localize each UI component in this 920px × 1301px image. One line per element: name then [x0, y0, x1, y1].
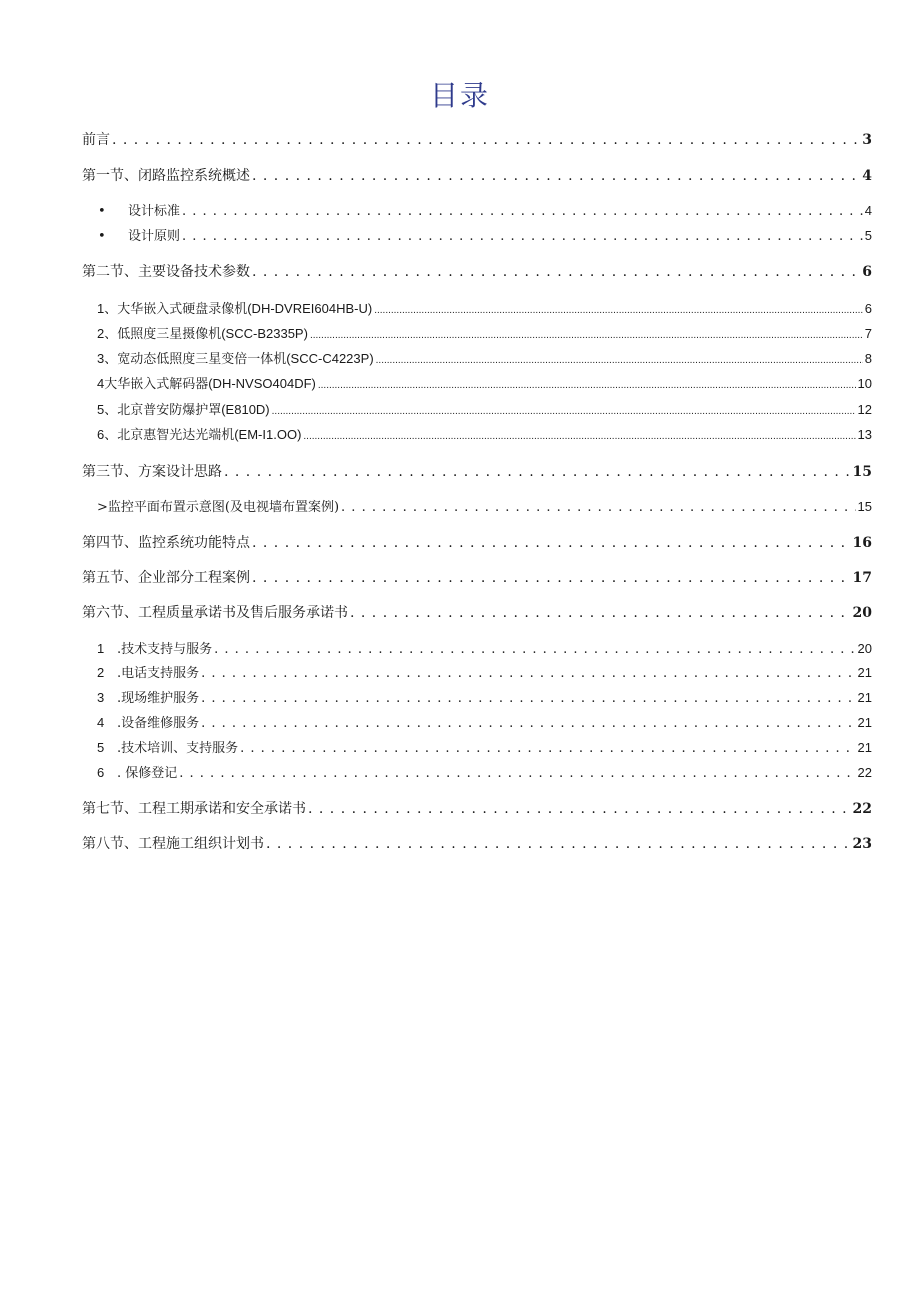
bullet-icon: • [98, 204, 106, 219]
toc-entry-label: 第一节、闭路监控系统概述 [82, 168, 250, 184]
toc-entry-page: 5 [864, 228, 872, 243]
bullet-icon: • [98, 229, 106, 244]
toc-entry-label: 第二节、主要设备技术参数 [82, 264, 250, 280]
toc-entry-label: >监控平面布置示意图(及电视墙布置案例) [97, 500, 340, 515]
toc-leader-dots [318, 374, 856, 394]
toc-entry-label: .电话支持服务 [117, 666, 200, 681]
toc-entry-label: 6、北京惠智光达光端机(EM-I1.OO) [97, 427, 302, 442]
toc-entry-label: 第三节、方案设计思路 [82, 464, 222, 480]
toc-entry-label: 4大华嵌入式解码器(DH-NVSO404DF) [97, 376, 316, 391]
toc-entry-label: .技术培训、支持服务 [117, 741, 239, 756]
toc-entry-page: 17 [852, 570, 872, 586]
toc-entry-page: 21 [857, 665, 872, 680]
toc-entry-section-5[interactable] [82, 568, 872, 588]
toc-entry-label: 5、北京普安防爆护罩(E810D) [97, 402, 270, 417]
toc-title: 目录 [429, 79, 490, 112]
toc-entry-layout-diagram[interactable] [97, 497, 872, 517]
toc-entry-service-1[interactable] [97, 639, 872, 659]
toc-entry-number: 1 [97, 641, 105, 656]
toc-entry-page: 6 [864, 301, 872, 316]
toc-entry-label: 第六节、工程质量承诺书及售后服务承诺书 [82, 605, 348, 621]
toc-entry-label: 设计原则 [128, 229, 181, 244]
toc-leader-dots [341, 498, 855, 517]
toc-entry-number: 2 [97, 665, 105, 680]
toc-entry-page: 10 [857, 376, 872, 391]
toc-entry-label: . 保修登记 [117, 766, 178, 781]
toc-entry-page: 21 [857, 740, 872, 755]
toc-entry-page: 4 [862, 168, 872, 184]
toc-entry-label: 3、宽动态低照度三星变倍一体机(SCC-C4223P) [97, 351, 374, 366]
toc-entry-label: 前言 [82, 132, 110, 148]
toc-entry-label: 第七节、工程工期承诺和安全承诺书 [82, 801, 306, 817]
toc-entry-section-3[interactable] [82, 462, 872, 482]
toc-leader-dots [201, 689, 855, 708]
toc-entry-number: 6 [97, 765, 105, 780]
toc-entry-page: 8 [864, 351, 872, 366]
toc-entry-label: 1、大华嵌入式硬盘录像机(DH-DVREI604HB-U) [97, 301, 373, 316]
toc-entry-preface[interactable] [82, 130, 872, 150]
toc-entry-section-6[interactable] [82, 603, 872, 623]
toc-entry-page: 20 [852, 605, 872, 621]
toc-entry-page: 23 [852, 836, 872, 852]
toc-entry-label: .现场维护服务 [117, 691, 200, 706]
toc-entry-label: .技术支持与服务 [117, 642, 213, 657]
toc-leader-dots [252, 533, 851, 553]
toc-entry-section-7[interactable] [82, 799, 872, 819]
toc-entry-label: 第八节、工程施工组织计划书 [82, 836, 264, 852]
toc-leader-dots [179, 764, 855, 783]
toc-entry-service-6[interactable] [97, 763, 872, 783]
toc-entry-page: 3 [862, 132, 872, 148]
toc-leader-dots [272, 400, 856, 420]
toc-leader-dots [224, 462, 851, 482]
toc-entry-number: 5 [97, 740, 105, 755]
toc-entry-page: 7 [864, 326, 872, 341]
toc-leader-dots [303, 425, 855, 445]
toc-leader-dots [201, 714, 855, 733]
toc-entry-equipment-6[interactable] [97, 425, 872, 445]
toc-entry-section-2[interactable] [82, 262, 872, 282]
toc-entry-equipment-5[interactable] [97, 400, 872, 420]
toc-entry-service-3[interactable] [97, 688, 872, 708]
toc-leader-dots [182, 227, 863, 246]
toc-leader-dots [252, 166, 860, 186]
toc-leader-dots [374, 299, 863, 319]
toc-leader-dots [266, 834, 851, 854]
toc-entry-design-principle[interactable] [98, 226, 872, 246]
toc-entry-section-1[interactable] [82, 166, 872, 186]
toc-entry-page: 22 [857, 765, 872, 780]
toc-entry-page: 15 [852, 464, 872, 480]
toc-entry-page: 6 [862, 264, 872, 280]
toc-entry-section-8[interactable] [82, 834, 872, 854]
toc-entry-design-standard[interactable] [98, 201, 872, 221]
toc-entry-page: 13 [857, 427, 872, 442]
toc-entry-page: 21 [857, 690, 872, 705]
toc-entry-number: 3 [97, 690, 105, 705]
toc-entry-label: 第五节、企业部分工程案例 [82, 570, 250, 586]
toc-leader-dots [214, 640, 855, 659]
toc-leader-dots [252, 262, 860, 282]
toc-entry-service-4[interactable] [97, 713, 872, 733]
toc-entry-number: 4 [97, 715, 105, 730]
toc-entry-service-2[interactable] [97, 663, 872, 683]
toc-entry-page: 21 [857, 715, 872, 730]
toc-entry-label: 设计标准 [128, 204, 181, 219]
toc-entry-page: 4 [864, 203, 872, 218]
toc-leader-dots [376, 349, 863, 369]
toc-entry-label: 第四节、监控系统功能特点 [82, 535, 250, 551]
toc-leader-dots [310, 324, 863, 344]
toc-entry-label: 2、低照度三星摄像机(SCC-B2335P) [97, 326, 308, 341]
toc-entry-equipment-1[interactable] [97, 299, 872, 319]
toc-entry-section-4[interactable] [82, 533, 872, 553]
toc-leader-dots [201, 664, 855, 683]
toc-leader-dots [252, 568, 851, 588]
toc-leader-dots [182, 202, 863, 221]
toc-entry-page: 16 [852, 535, 872, 551]
toc-entry-equipment-4[interactable] [97, 374, 872, 394]
toc-entry-page: 22 [852, 801, 872, 817]
toc-entry-page: 15 [857, 499, 872, 514]
toc-entry-equipment-3[interactable] [97, 349, 872, 369]
toc-leader-dots [308, 799, 851, 819]
toc-entry-equipment-2[interactable] [97, 324, 872, 344]
toc-leader-dots [112, 130, 860, 150]
toc-entry-service-5[interactable] [97, 738, 872, 758]
toc-entry-page: 20 [857, 641, 872, 656]
toc-entry-label: .设备维修服务 [117, 716, 200, 731]
toc-leader-dots [240, 739, 855, 758]
toc-leader-dots [350, 603, 851, 623]
toc-entry-page: 12 [857, 402, 872, 417]
